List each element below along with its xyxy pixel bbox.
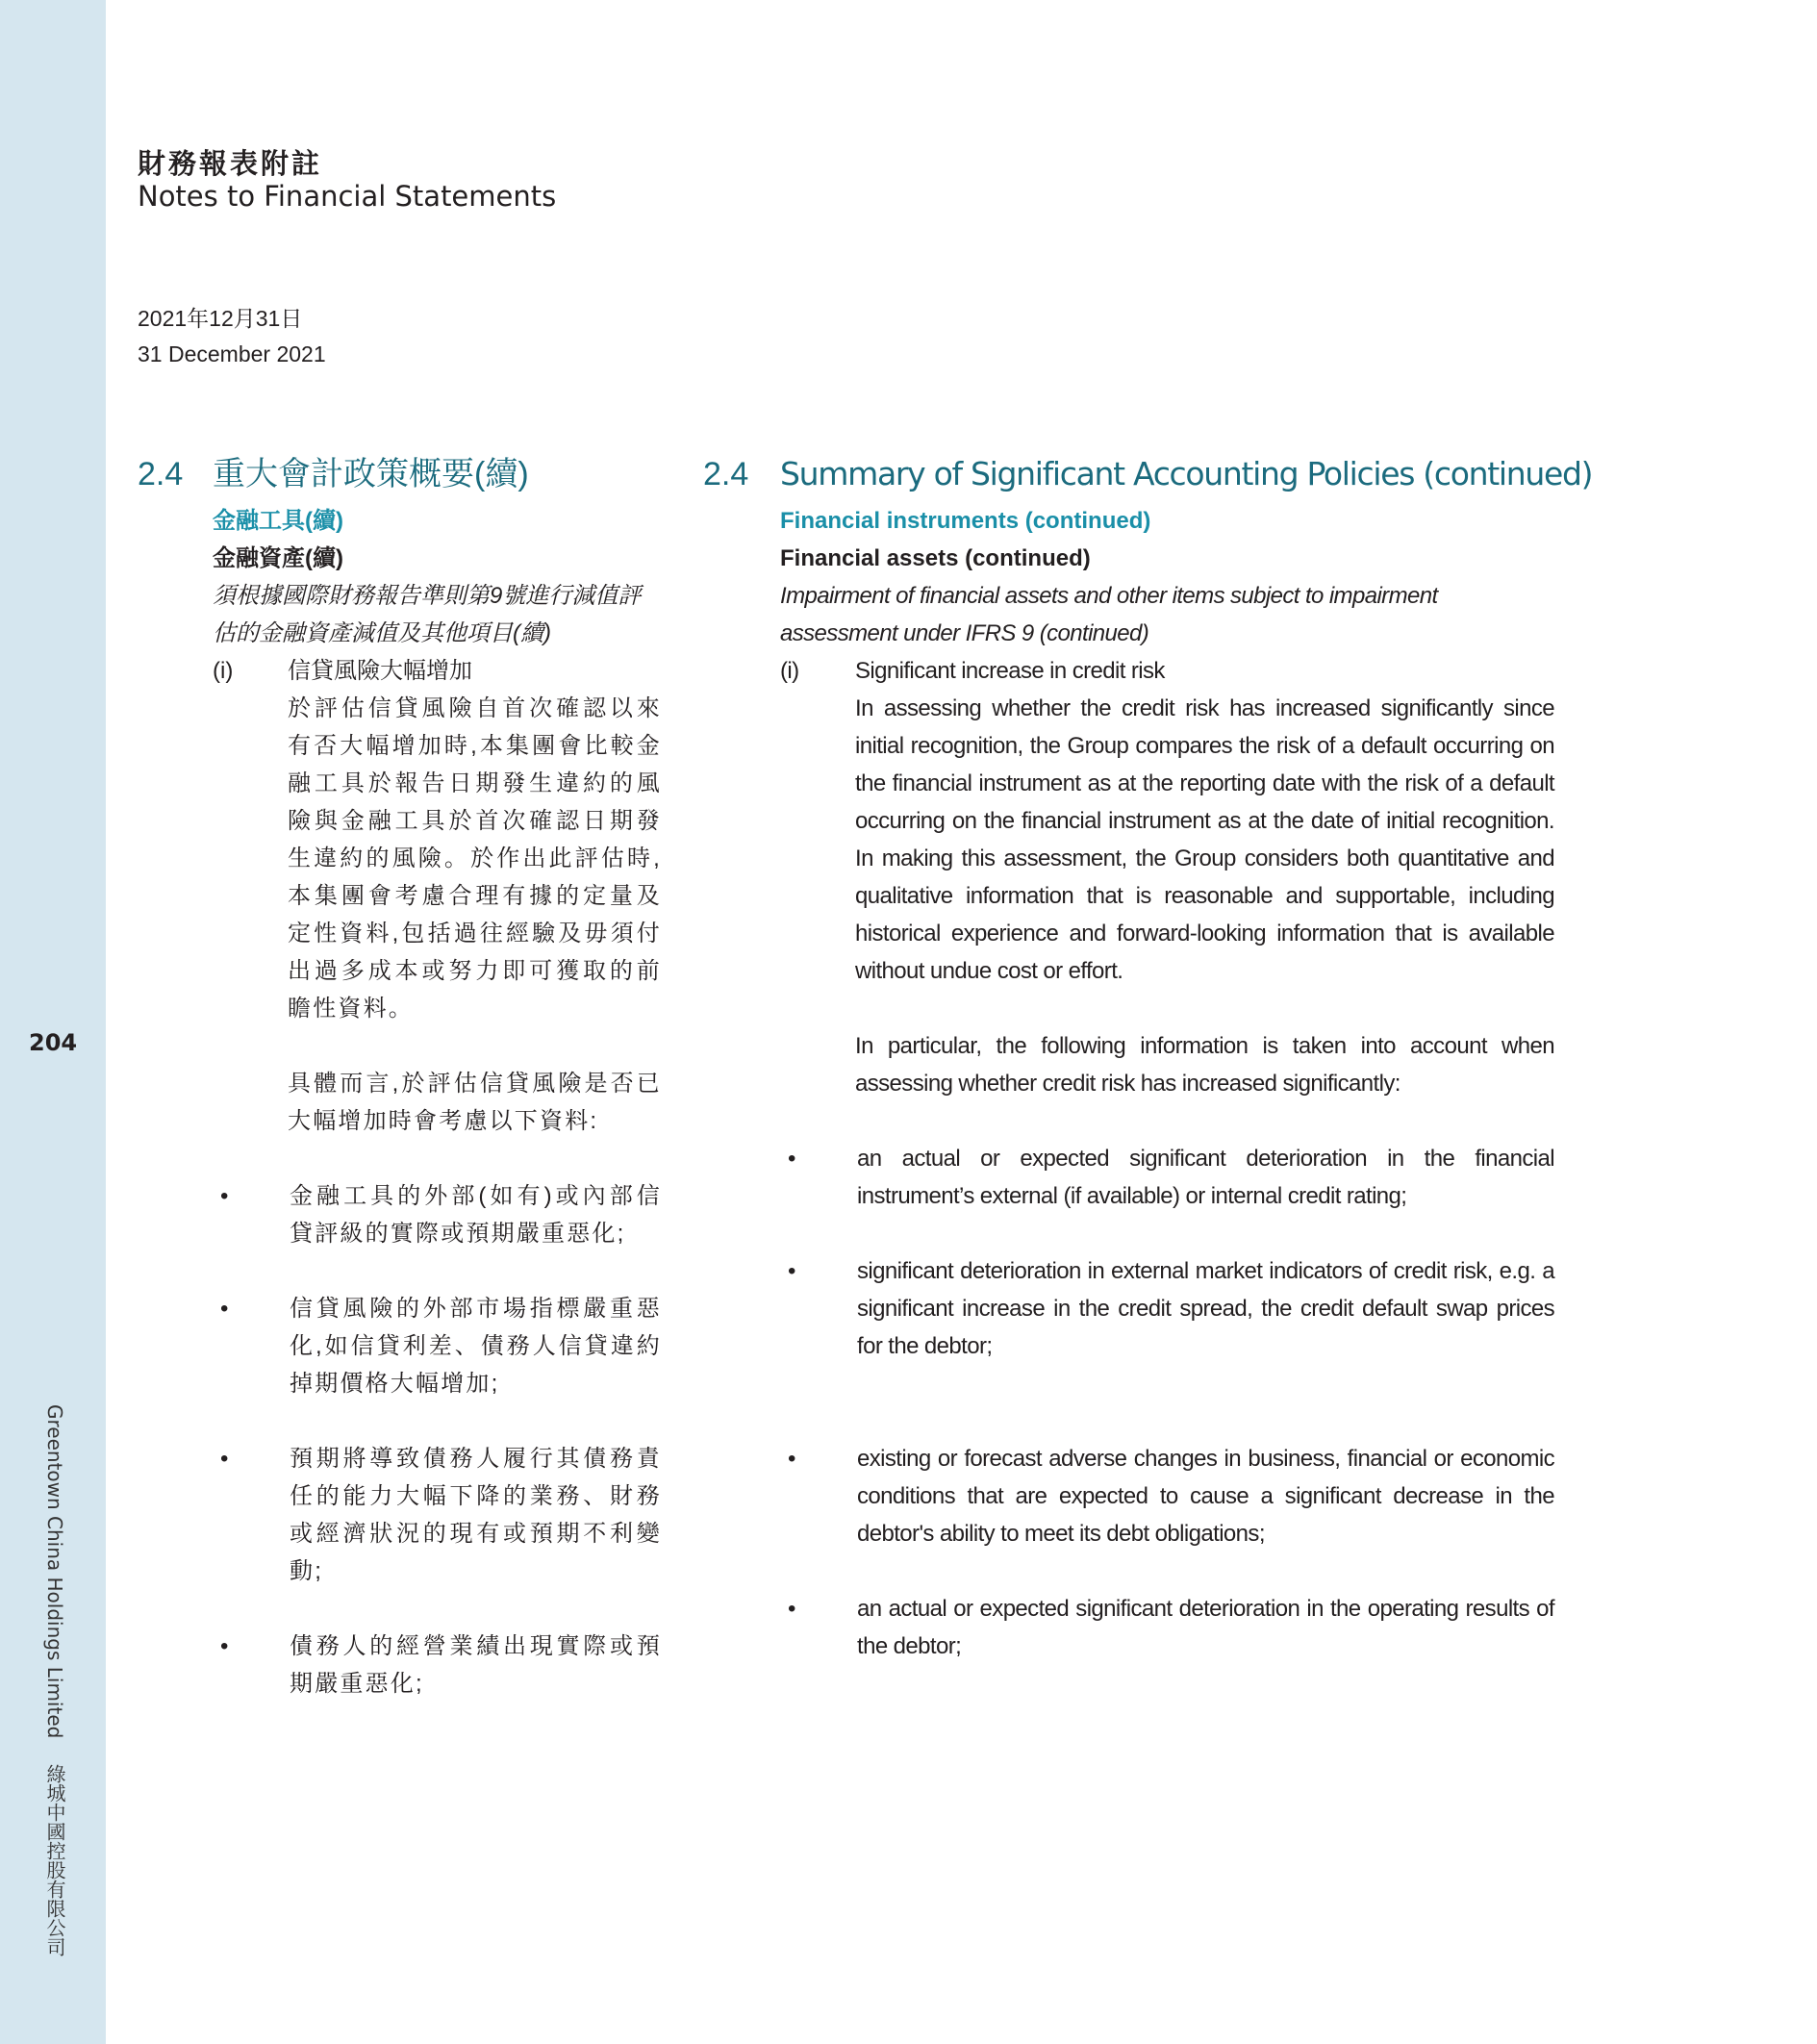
section-heading-en <box>703 452 1593 496</box>
page-title-en: Notes to Financial Statements <box>138 180 557 213</box>
company-name-zh: 綠城中國控股有限公司 <box>43 1763 66 1956</box>
bullet-icon: • <box>788 1258 796 1284</box>
item-heading <box>213 652 662 690</box>
page-number: 204 <box>29 1029 78 1056</box>
bullet-icon: • <box>220 1296 229 1322</box>
chinese-column <box>138 452 662 1703</box>
list-item <box>213 1290 662 1402</box>
item-spacer <box>213 690 288 1140</box>
bullet-text: an actual or expected significant deterioration in the financial instrument’s external (if available) or internal credit rating; <box>857 1146 1554 1209</box>
spacer <box>855 990 1554 1027</box>
company-name-en: Greentown China Holdings Limited <box>43 1404 66 1739</box>
bullet-icon: • <box>788 1146 796 1172</box>
subheading-financial-assets: Financial assets (continued) <box>780 545 1091 571</box>
spacer <box>213 1402 662 1440</box>
paragraph-2: In particular, the following information is taken into account when assessing whether credit risk has increased significantly: <box>855 1033 1554 1097</box>
spacer <box>288 1027 662 1065</box>
list-item <box>213 1628 662 1703</box>
list-item <box>780 1252 1554 1365</box>
spacer <box>780 1215 1554 1252</box>
bullet-text: 信貸風險的外部市場指標嚴重惡化,如信貸利差、債務人信貸違約掉期價格大幅增加; <box>290 1296 662 1397</box>
bullet-list-zh <box>213 1177 662 1703</box>
bullet-text: 債務人的經營業績出現實際或預期嚴重惡化; <box>290 1633 662 1697</box>
list-item <box>213 1177 662 1252</box>
page-title-zh: 財務報表附註 <box>138 147 323 180</box>
section-title: 重大會計政策概要(續) <box>213 456 529 492</box>
subheading-impairment: Impairment of financial assets and other items subject to impairment assessment under IFRS 9 (continued) <box>780 583 1438 646</box>
section-title: Summary of Significant Accounting Policies (continued) <box>780 455 1593 492</box>
company-name-vertical <box>41 1404 69 1956</box>
item-spacer <box>780 690 855 1102</box>
section-number: 2.4 <box>138 456 184 492</box>
item-body <box>855 690 1554 1102</box>
english-column <box>703 452 1593 1665</box>
subheading-financial-instruments: 金融工具(續) <box>213 508 343 534</box>
spacer <box>213 1590 662 1628</box>
subheading-financial-assets: 金融資產(續) <box>213 545 343 571</box>
bullet-icon: • <box>220 1633 229 1659</box>
item-content <box>213 690 662 1140</box>
bullet-icon: • <box>220 1446 229 1472</box>
section-number: 2.4 <box>703 456 749 492</box>
paragraph-2: 具體而言,於評估信貸風險是否已大幅增加時會考慮以下資料: <box>288 1071 662 1134</box>
spacer <box>213 1252 662 1290</box>
section-heading-zh <box>138 452 662 496</box>
date-en: 31 December 2021 <box>138 341 326 366</box>
item-heading <box>780 652 1554 690</box>
bullet-text: 金融工具的外部(如有)或內部信貸評級的實際或預期嚴重惡化; <box>290 1183 662 1247</box>
paragraph-1: In assessing whether the credit risk has increased significantly since initial recognition, the Group compares the risk of a default occurring on the financial instrument as at the reporting date with the risk of a default occurring on the financial instrument as at the date of initial recognition. In making this assessment, the Group considers both quantitative and qualitative information that is reasonable and supportable, including historical experience and forward-looking information that is available without undue cost or effort. <box>855 695 1554 984</box>
list-item <box>780 1440 1554 1552</box>
list-item <box>780 1590 1554 1665</box>
date-zh: 2021年12月31日 <box>138 306 303 331</box>
bullet-text: 預期將導致債務人履行其債務責任的能力大幅下降的業務、財務或經濟狀況的現有或預期不利變動; <box>290 1446 662 1584</box>
item-marker: (i) <box>213 658 234 684</box>
bullet-icon: • <box>788 1596 796 1622</box>
item-body <box>288 690 662 1140</box>
item-content <box>780 690 1554 1102</box>
spacer <box>780 1552 1554 1590</box>
bullet-text: significant deterioration in external market indicators of credit risk, e.g. a significant increase in the credit spread, the credit default swap prices for the debtor; <box>857 1258 1554 1359</box>
bullet-icon: • <box>220 1183 229 1209</box>
subheading-impairment: 須根據國際財務報告準則第9號進行減值評估的金融資產減值及其他項目(續) <box>213 583 642 646</box>
item-marker: (i) <box>780 658 799 684</box>
spacer <box>780 1365 1554 1440</box>
item-title: Significant increase in credit risk <box>855 658 1165 684</box>
list-item <box>213 1440 662 1590</box>
subheading-financial-instruments: Financial instruments (continued) <box>780 508 1151 534</box>
bullet-icon: • <box>788 1446 796 1472</box>
bullet-text: an actual or expected significant deterioration in the operating results of the debtor; <box>857 1596 1554 1659</box>
bullet-list-en <box>780 1140 1554 1665</box>
bullet-text: existing or forecast adverse changes in business, financial or economic conditions that are expected to cause a significant decrease in the debtor's ability to meet its debt obligations; <box>857 1446 1554 1547</box>
paragraph-1: 於評估信貸風險自首次確認以來有否大幅增加時,本集團會比較金融工具於報告日期發生違約的風險與金融工具於首次確認日期發生違約的風險。於作出此評估時,本集團會考慮合理有據的定量及定性資料,包括過往經驗及毋須付出過多成本或努力即可獲取的前瞻性資料。 <box>288 695 662 1022</box>
list-item <box>780 1140 1554 1215</box>
item-title: 信貸風險大幅增加 <box>288 658 472 684</box>
sidebar <box>0 0 106 2044</box>
